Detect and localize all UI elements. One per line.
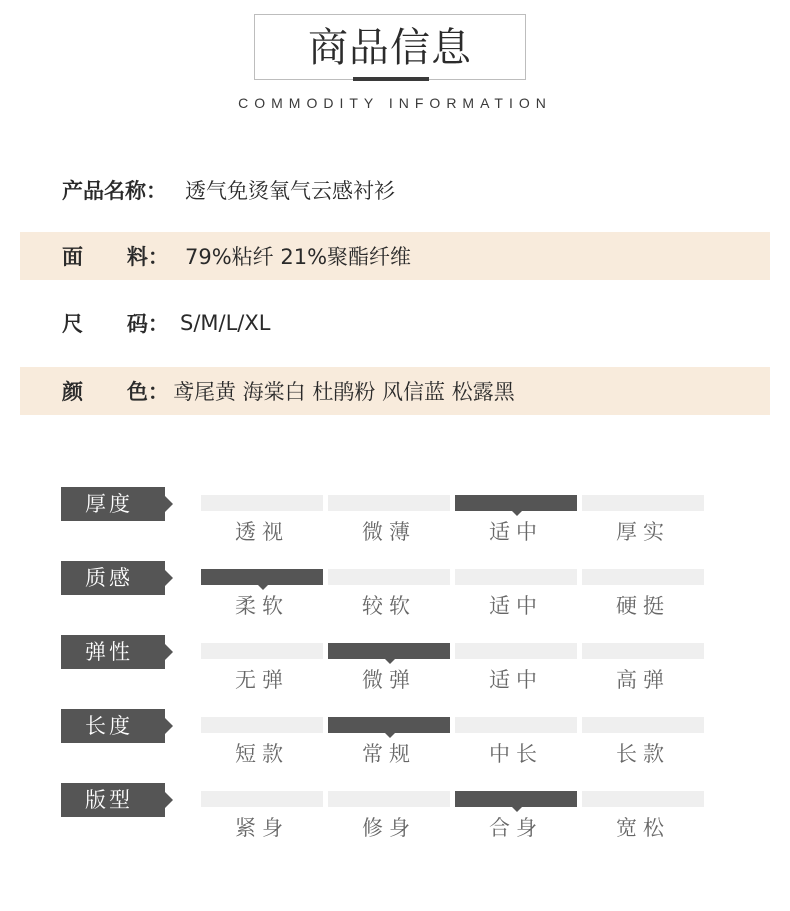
scale-option-label: 中长 [489,742,543,766]
scale-option-label: 柔软 [235,594,289,618]
scale-segment [201,791,323,807]
scale-segment [201,643,323,659]
scale-option-label: 紧身 [235,816,289,840]
scale-segment [328,495,450,511]
info-row-product-name [20,166,770,214]
scale-segment [455,569,577,585]
title-underline [353,77,429,81]
scale-segment [328,791,450,807]
scale-option-label: 宽松 [616,816,670,840]
scale-segment-selected [455,791,577,807]
scale-segment [582,791,704,807]
attribute-tag: 长度 [61,709,165,743]
info-value: 鸢尾黄 海棠白 杜鹃粉 风信蓝 松露黑 [173,380,515,404]
scale-segment-selected [201,569,323,585]
info-value: 透气免烫氧气云感衬衫 [185,179,395,203]
scale-option-label: 合身 [489,816,543,840]
info-value: 79%粘纤 21%聚酯纤维 [185,245,412,269]
scale-option-label: 透视 [235,520,289,544]
scale-segment-selected [328,717,450,733]
scale-segment [582,569,704,585]
info-row-fabric [20,232,770,280]
attribute-tag: 质感 [61,561,165,595]
scale-segment [582,643,704,659]
page-title: 商品信息 [308,25,472,71]
scale-option-label: 微薄 [362,520,416,544]
title-box [254,14,526,80]
scale-segment [328,569,450,585]
scale-segment [201,495,323,511]
info-value: S/M/L/XL [180,311,271,335]
scale-segment [201,717,323,733]
scale-segment [582,717,704,733]
scale-option-label: 厚实 [616,520,670,544]
info-label: 颜 色： [62,380,169,404]
info-label: 尺 码： [62,312,169,336]
scale-option-label: 长款 [616,742,670,766]
scale-option-label: 适中 [489,594,543,618]
info-row-color [20,367,770,415]
page-subtitle: COMMODITY INFORMATION [238,95,552,111]
scale-segment-selected [455,495,577,511]
scale-option-label: 微弹 [362,668,416,692]
scale-option-label: 较软 [362,594,416,618]
scale-segment [455,643,577,659]
scale-option-label: 修身 [362,816,416,840]
info-row-size [20,299,770,347]
scale-segment [582,495,704,511]
info-label: 面 料： [62,245,169,269]
scale-option-label: 适中 [489,668,543,692]
scale-option-label: 硬挺 [616,594,670,618]
scale-option-label: 高弹 [616,668,670,692]
attribute-tag: 厚度 [61,487,165,521]
attribute-tag: 弹性 [61,635,165,669]
scale-option-label: 常规 [362,742,416,766]
scale-option-label: 无弹 [235,668,289,692]
scale-segment-selected [328,643,450,659]
attribute-tag: 版型 [61,783,165,817]
scale-option-label: 短款 [235,742,289,766]
info-label: 产品名称： [62,179,167,203]
scale-segment [455,717,577,733]
scale-option-label: 适中 [489,520,543,544]
